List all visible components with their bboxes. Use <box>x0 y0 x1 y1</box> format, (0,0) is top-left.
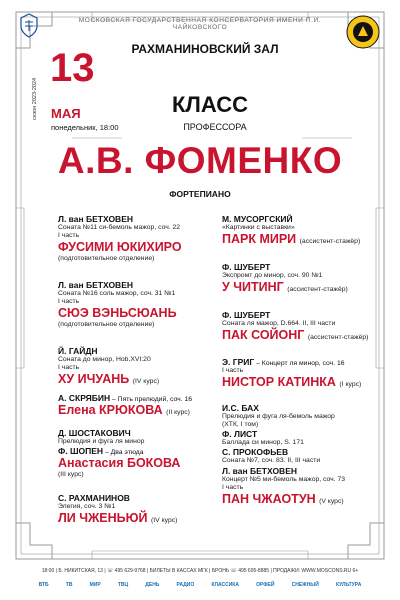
composer: Ф. ШОПЕН – Два этюда <box>58 446 144 457</box>
work: Прелюдия и фуга ля минор <box>58 438 145 445</box>
performer: ПАК СОЙОНГ (ассистент-стажёр) <box>222 328 369 343</box>
composer: Д. ШОСТАКОВИЧ <box>58 428 131 438</box>
work: Соната №7, соч. 83. II, III части <box>222 457 321 465</box>
composer: Ф. ШУБЕРТ <box>222 262 271 272</box>
work: Соната ля мажор, D.664. II, III части <box>222 320 336 327</box>
composer: С. РАХМАНИНОВ <box>58 493 130 503</box>
performer: ХУ ИЧУАНЬ (IV курс) <box>58 372 160 387</box>
composer: И.С. БАХ <box>222 403 259 413</box>
composer: Ф. ЛИСТ <box>222 429 258 440</box>
program-item <box>222 262 348 295</box>
composer: Л. ван БЕТХОВЕН <box>58 214 134 224</box>
work: (ХТК, I том) <box>222 421 259 429</box>
work: Экспромт до минор, соч. 90 №1 <box>222 272 323 279</box>
work: «Картинки с выставки» <box>222 224 295 231</box>
performer-note: (II курс) <box>166 409 190 416</box>
program-item <box>222 403 345 506</box>
composer: М. МУСОРГСКИЙ <box>222 214 293 224</box>
performer: ФУСИМИ ЮКИХИРО <box>58 240 182 255</box>
work: I часть <box>58 298 80 306</box>
sponsor-logo: ВТБ <box>38 582 49 588</box>
work: I часть <box>222 483 244 491</box>
work: Элегия, соч. 3 №1 <box>58 503 116 510</box>
sponsor-logo: СНЕЖНЫЙ <box>291 582 319 588</box>
program-item <box>58 346 159 387</box>
klass-heading: КЛАСС <box>172 92 248 117</box>
sponsor-logo: ТВ <box>65 582 73 588</box>
program-item <box>222 214 360 247</box>
program-item <box>58 493 177 526</box>
performer-note: (ассистент-стажёр) <box>307 334 369 342</box>
sponsor-logo: КУЛЬТУРА <box>335 582 362 588</box>
performer-note: (I курс) <box>339 381 362 389</box>
performer: ПАРК МИРИ (ассистент-стажёр) <box>222 232 361 247</box>
sponsor-logo: ОРФЕЙ <box>256 582 275 588</box>
hall-name: РАХМАНИНОВСКИЙ ЗАЛ <box>131 42 279 56</box>
performer: НИСТОР КАТИНКА (I курс) <box>222 375 362 390</box>
instrument-label: ФОРТЕПИАНО <box>169 189 231 199</box>
sponsor-logos <box>30 582 370 588</box>
professor-label: ПРОФЕССОРА <box>183 122 247 132</box>
work: Баллада си минор, S. 171 <box>222 439 304 447</box>
composer: А. СКРЯБИН – Пять прелюдий, соч. 16 <box>58 393 193 403</box>
footer-info: 18:00 | Б. НИКИТСКАЯ, 13 | ☏ 495 629-9768 | БИЛЕТЫ В КАССАХ МГК | БРОНЬ ☏ 495 695-8885 | ПРОДАЖИ: WWW.MOSCONS.RU 6+ <box>41 568 359 574</box>
performer-note: (IV курс) <box>151 517 178 525</box>
work: I часть <box>222 367 244 374</box>
sponsor-logo: КЛАССИКА <box>211 582 239 588</box>
performer-note: (подготовительное отделение) <box>58 254 155 262</box>
season-label: сезон 2023-2024 <box>32 77 38 120</box>
performer: ЛИ ЧЖЕНЬЮЙ (IV курс) <box>58 511 178 526</box>
date-time: понедельник, 18:00 <box>51 123 119 132</box>
work: Соната №16 соль мажор, соч. 31 №1 <box>58 290 176 297</box>
program-item <box>58 280 177 328</box>
performer: Анастасия БОКОВА <box>58 456 181 471</box>
performer: Елена КРЮКОВА (II курс) <box>58 403 190 417</box>
sponsor-logo: МИР <box>89 582 101 588</box>
program-item <box>58 393 192 417</box>
conservatory-emblem-icon <box>18 12 40 38</box>
sponsor-logo: ДЕНЬ <box>145 582 160 588</box>
performer-note: (ассистент-стажёр) <box>287 286 348 294</box>
performer: У ЧИТИНГ (ассистент-стажёр) <box>222 280 348 295</box>
program-item <box>58 428 180 478</box>
sponsor-logo: РАДИО <box>176 582 195 588</box>
performer-note: (V курс) <box>319 497 344 505</box>
date-day: 13 <box>50 46 95 90</box>
performer: СЮЭ ВЭНЬСЮАНЬ <box>58 306 177 321</box>
professor-name: А.В. ФОМЕНКО <box>57 140 343 181</box>
composer: Э. ГРИГ – Концерт ля минор, соч. 16 <box>222 357 345 367</box>
work: Прелюдия и фуга ля-бемоль мажор <box>222 413 335 420</box>
anniversary-seal-icon <box>345 14 381 50</box>
work: Соната до минор, Hob.XVI:20 <box>58 356 151 363</box>
program-item <box>58 214 182 262</box>
work: I часть <box>58 364 80 372</box>
work: Соната №11 си-бемоль мажор, соч. 22 <box>58 224 181 231</box>
composer: Л. ван БЕТХОВЕН <box>222 465 298 476</box>
program-item <box>222 357 361 390</box>
performer: ПАН ЧЖАОТУН (V курс) <box>222 491 344 506</box>
work: I часть <box>58 232 80 240</box>
composer: Ф. ШУБЕРТ <box>222 310 271 320</box>
conservatory-name: МОСКОВСКАЯ ГОСУДАРСТВЕННАЯ КОНСЕРВАТОРИЯ ИМЕНИ П.И. ЧАЙКОВСКОГО <box>78 17 322 31</box>
sponsor-logo: ТВЦ <box>117 582 129 588</box>
composer: Л. ван БЕТХОВЕН <box>58 280 134 290</box>
composer: С. ПРОКОФЬЕВ <box>222 447 289 458</box>
performer-note: (подготовительное отделение) <box>58 320 155 328</box>
date-month: МАЯ <box>51 106 81 121</box>
composer: Й. ГАЙДН <box>58 346 98 356</box>
performer-note: (ассистент-стажёр) <box>299 238 361 246</box>
performer-note: (III курс) <box>58 470 84 478</box>
work: Концерт №5 ми-бемоль мажор, соч. 73 <box>222 475 346 483</box>
program-item <box>222 310 368 343</box>
performer-note: (IV курс) <box>132 378 160 386</box>
